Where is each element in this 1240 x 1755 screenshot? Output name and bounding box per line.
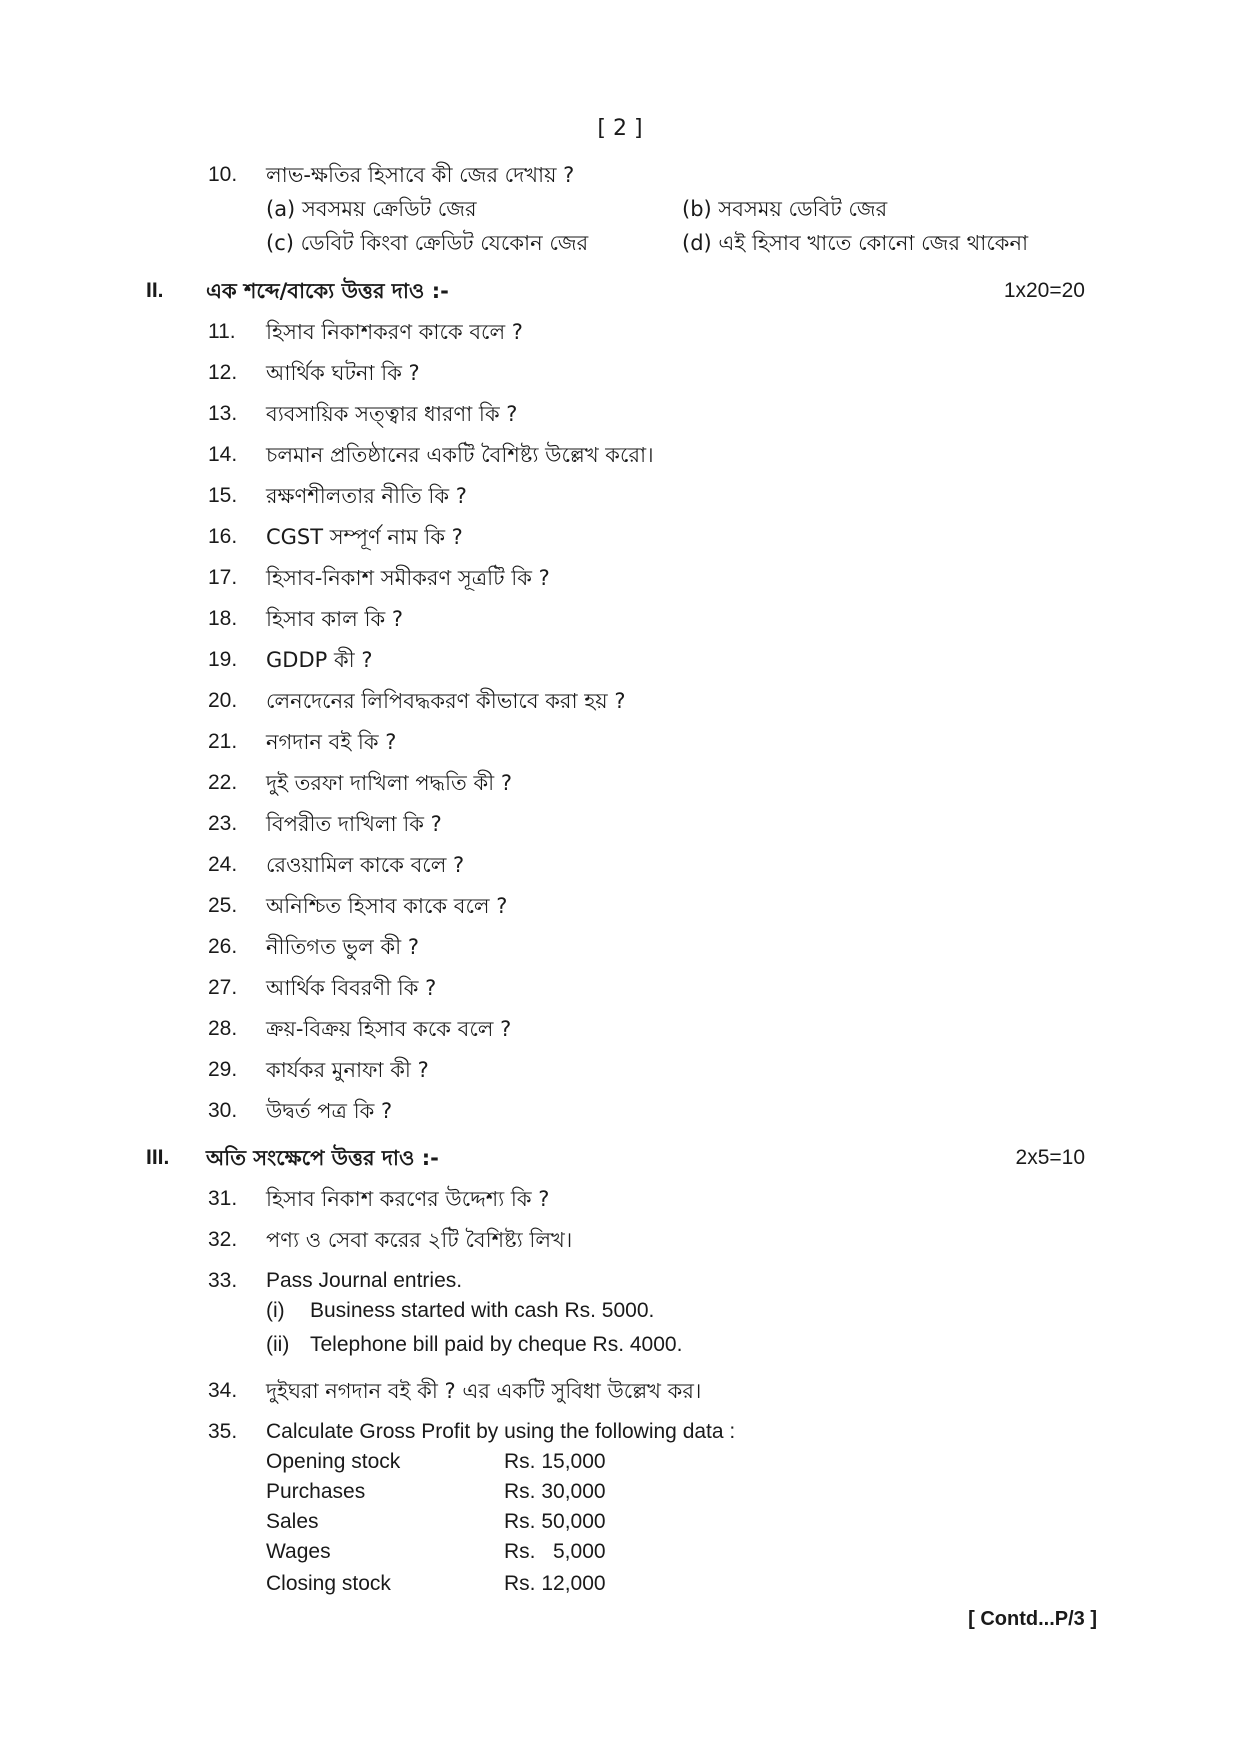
question-text: বিপরীত দাখিলা কি ? (266, 812, 442, 836)
question-number: 18. (208, 607, 238, 630)
continued-marker: [ Contd...P/3 ] (968, 1608, 1097, 1630)
row-value: Rs. 12,000 (504, 1572, 606, 1595)
question-number: 13. (208, 402, 238, 425)
row-value: Rs. 50,000 (504, 1510, 606, 1533)
question-number: 23. (208, 812, 238, 835)
option-d (682, 228, 1028, 258)
question-text: কার্যকর মুনাফা কী ? (266, 1058, 429, 1082)
data-row (266, 1447, 606, 1477)
option-c (266, 228, 588, 258)
question-text: GDDP কী ? (266, 648, 373, 672)
option-tag: (a) (266, 197, 296, 221)
option-text: এই হিসাব খাতে কোনো জের থাকেনা (718, 231, 1029, 255)
option-tag: (c) (266, 231, 294, 255)
question-text: ব্যবসায়িক সত্ত্বার ধারণা কি ? (266, 402, 518, 426)
question-number: 24. (208, 853, 238, 876)
section-heading: অতি সংক্ষেপে উত্তর দাও :- (206, 1146, 439, 1170)
section-roman: III. (146, 1146, 170, 1169)
row-value: Rs. 5,000 (504, 1540, 606, 1563)
question-text: চলমান প্রতিষ্ঠানের একটি বৈশিষ্ট্য উল্লেখ করো। (266, 443, 654, 467)
question-text: হিসাব-নিকাশ সমীকরণ সূত্রটি কি ? (266, 566, 550, 590)
question-text: Pass Journal entries. (266, 1269, 463, 1292)
row-label: Sales (266, 1510, 319, 1533)
data-row (266, 1537, 606, 1567)
question-text: পণ্য ও সেবা করের ২টি বৈশিষ্ট্য লিখ। (266, 1228, 573, 1252)
journal-item (266, 1296, 654, 1326)
question-number: 26. (208, 935, 238, 958)
item-tag: (i) (266, 1299, 285, 1322)
question-number: 32. (208, 1228, 238, 1251)
question-number: 27. (208, 976, 238, 999)
question-number: 31. (208, 1187, 238, 1210)
question-number: 10. (208, 163, 238, 186)
data-row (266, 1477, 606, 1507)
item-text: Telephone bill paid by cheque Rs. 4000. (310, 1333, 683, 1356)
item-text: Business started with cash Rs. 5000. (310, 1299, 655, 1322)
question-text: রক্ষণশীলতার নীতি কি ? (266, 484, 467, 508)
question-number: 34. (208, 1379, 238, 1402)
question-number: 11. (208, 320, 236, 343)
question-text: হিসাব নিকাশ করণের উদ্দেশ্য কি ? (266, 1187, 550, 1211)
option-tag: (b) (682, 197, 712, 221)
question-text: নীতিগত ভুল কী ? (266, 935, 419, 959)
option-text: সবসময় ক্রেডিট জের (301, 197, 477, 221)
question-text: নগদান বই কি ? (266, 730, 397, 754)
question-text: ক্রয়-বিক্রয় হিসাব ককে বলে ? (266, 1017, 512, 1041)
option-text: সবসময় ডেবিট জের (718, 197, 888, 221)
question-text: অনিশ্চিত হিসাব কাকে বলে ? (266, 894, 508, 918)
section-3-marks: 2x5=10 (1015, 1146, 1085, 1169)
question-number: 35. (208, 1420, 238, 1443)
section-2-marks: 1x20=20 (1003, 279, 1085, 302)
option-b (682, 194, 887, 224)
question-number: 30. (208, 1099, 238, 1122)
row-value: Rs. 30,000 (504, 1480, 606, 1503)
question-text: উদ্বর্ত পত্র কি ? (266, 1099, 393, 1123)
question-number: 15. (208, 484, 238, 507)
question-number: 22. (208, 771, 238, 794)
row-label: Closing stock (266, 1572, 391, 1595)
section-roman: II. (146, 279, 164, 302)
journal-item (266, 1330, 682, 1360)
question-number: 17. (208, 566, 238, 589)
option-tag: (d) (682, 231, 712, 255)
section-heading: এক শব্দে/বাক্যে উত্তর দাও :- (206, 279, 449, 303)
question-text: লেনদেনের লিপিবদ্ধকরণ কীভাবে করা হয় ? (266, 689, 626, 713)
item-tag: (ii) (266, 1333, 290, 1356)
question-number: 19. (208, 648, 238, 671)
question-number: 29. (208, 1058, 238, 1081)
option-text: ডেবিট কিংবা ক্রেডিট যেকোন জের (300, 231, 589, 255)
question-number: 28. (208, 1017, 238, 1040)
question-number: 16. (208, 525, 238, 548)
question-number: 20. (208, 689, 238, 712)
question-text: আর্থিক ঘটনা কি ? (266, 361, 420, 385)
page-number: [ 2 ] (597, 116, 643, 141)
row-value: Rs. 15,000 (504, 1450, 606, 1473)
data-row (266, 1569, 606, 1599)
question-text: লাভ-ক্ষতির হিসাবে কী জের দেখায় ? (266, 163, 575, 187)
question-text: Calculate Gross Profit by using the following data : (266, 1420, 736, 1443)
data-row (266, 1507, 606, 1537)
row-label: Opening stock (266, 1450, 401, 1473)
row-label: Purchases (266, 1480, 366, 1503)
question-number: 33. (208, 1269, 238, 1292)
question-text: রেওয়ামিল কাকে বলে ? (266, 853, 465, 877)
row-label: Wages (266, 1540, 331, 1563)
question-number: 12. (208, 361, 238, 384)
option-a (266, 194, 477, 224)
question-text: হিসাব নিকাশকরণ কাকে বলে ? (266, 320, 523, 344)
question-number: 25. (208, 894, 238, 917)
question-number: 14. (208, 443, 238, 466)
question-number: 21. (208, 730, 238, 753)
question-text: CGST সম্পূর্ণ নাম কি ? (266, 525, 463, 549)
question-text: হিসাব কাল কি ? (266, 607, 403, 631)
question-text: দুই তরফা দাখিলা পদ্ধতি কী ? (266, 771, 513, 795)
question-text: দুইঘরা নগদান বই কী ? এর একটি সুবিধা উল্লেখ কর। (266, 1379, 702, 1403)
question-text: আর্থিক বিবরণী কি ? (266, 976, 437, 1000)
